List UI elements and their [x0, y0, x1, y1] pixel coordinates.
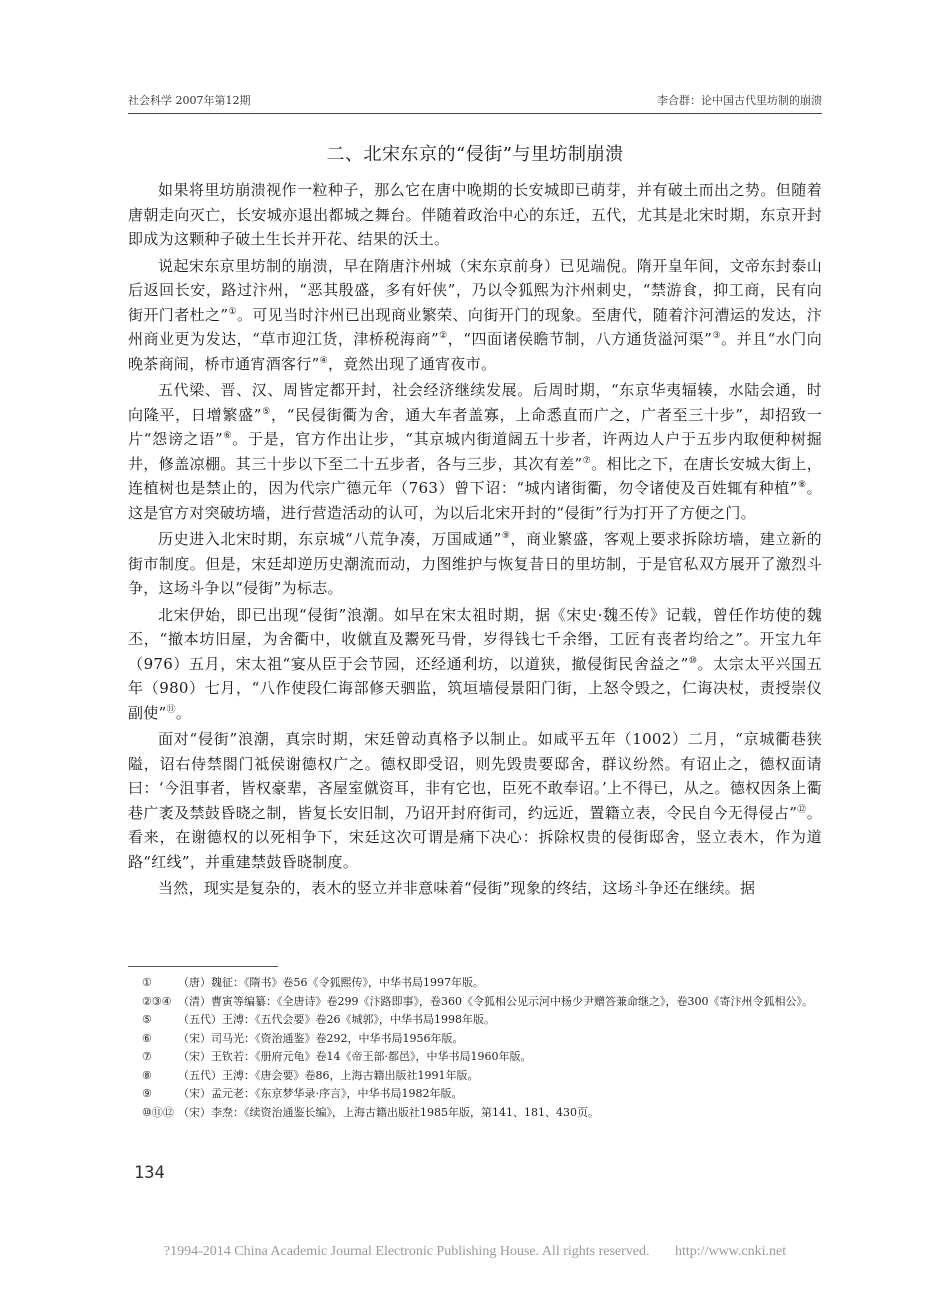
footnote-item: [128, 1048, 822, 1067]
footnote-item: [128, 1011, 822, 1030]
footnote-text: （宋）司马光：《资治通鉴》卷292，中华书局1956年版。: [178, 1031, 464, 1045]
paragraph-text: ，竟然出现了通宵夜市。: [327, 354, 497, 373]
footnotes: [128, 974, 822, 1122]
running-header: [128, 92, 822, 110]
paragraph-text: 。看来，在谢德权的以死相争下，宋廷这次可谓是痛下决心：拆除权贵的侵街邸舍，竖立表木，作为道路“红线”，并重建禁鼓昏晓制度。: [128, 803, 822, 871]
body-paragraph: [128, 378, 822, 525]
footnote-text: （五代）王溥：《五代会要》卷26《城郭》，中华书局1998年版。: [178, 1013, 495, 1026]
footnote-text: （唐）魏征：《隋书》卷56《令狐熙传》，中华书局1997年版。: [178, 976, 484, 989]
paragraph-text: ，商业繁盛，客观上要求拆除坊墙，建立新的街市制度。但是，宋廷却逆历史潮流而动，力图维护与恢复昔日的里坊制，于是官私双方展开了激烈斗争，这场斗争以“侵街”为标志。: [128, 530, 822, 597]
paragraph-text: 北宋伊始，即已出现“侵街”浪潮。如早在宋太祖时期，据《宋史·魏丕传》记载，曾任作坊使的魏丕，“撤本坊旧屋，为舍衢中，收僦直及鬻死马骨，岁得钱七千余缗，工匠有丧者均给之”。开宝九年（976）五月，宋太祖“宴从臣于会节园，还经通利坊，以道狭，撤侵街民舍益之”: [128, 605, 822, 673]
paragraph-text: 五代梁、晋、汉、周皆定都开封，社会经济继续发展。后周时期，“东京华夷辐辏，水陆会通，时向隆平，日增繁盛”: [128, 381, 822, 424]
footnote-item: [128, 1104, 822, 1123]
footnote-ref: ⑩: [688, 655, 698, 666]
footnote-mark: ⑨: [142, 1087, 152, 1100]
cnki-footer: [0, 1244, 950, 1260]
running-header-journal: 社会科学 2007年第12期: [128, 94, 251, 107]
footnote-ref: ⑪: [166, 704, 176, 715]
paragraph-text: 历史进入北宋时期，东京城“八荒争凑，万国咸通”: [158, 530, 502, 548]
footnote-ref: ①: [228, 306, 237, 317]
paragraph-text: 面对“侵街”浪潮，真宗时期，宋廷曾动真格予以制止。如咸平五年（1002）二月，“京城衢巷狭隘，诏右侍禁閤门祗侯谢德权广之。德权即受诏，则先毁贵要邸舍，群议纷然。有诏止之，德权面请曰：‘今沮事者，皆权豪辈，吝屋室僦资耳，非有它也，臣死不敢奉诏。’上不得已，从之。德权因条上衢巷广袤及禁鼓昏晓之制，皆复长安旧制，乃诏开封府街司，约远近，置籍立表，令民自今无得侵占”: [128, 730, 822, 822]
paragraph-text: 说起宋东京里坊制的崩溃，早在隋唐汴州城（宋东京前身）已见端倪。隋开皇年间，文帝东封泰山后返回长安，路过汴州，“恶其殷盛，多有奸侠”，乃以令狐熙为汴州刺史，“禁游食，抑工商，民有向街开门者杜之”: [128, 256, 822, 324]
footnote-ref: ⑥: [223, 431, 233, 441]
paragraph-text: ，“民侵街衢为舍，通大车者盖寡，上命悉直而广之，广者至三十步”，却招致一片“怨谤之语”: [128, 405, 823, 448]
paragraph-text: 。太宗太平兴国五年（980）七月，“八作使段仁诲部修天驷监，筑垣墙侵景阳门街，上怒令毁之，仁诲决杖，责授崇仪副使”: [128, 654, 822, 722]
body-paragraph: [128, 603, 822, 726]
footnote-ref: ②: [438, 331, 448, 341]
footnote-text: （五代）王溥：《唐会要》卷86，上海古籍出版社1991年版。: [178, 1068, 479, 1082]
footnote-ref: ④: [319, 355, 328, 366]
paragraph-text: 当然，现实是复杂的，表木的竖立并非意味着“侵街”现象的终结，这场斗争还在继续。据: [158, 879, 756, 897]
footnote-mark: ⑤: [142, 1013, 152, 1026]
paragraph-text: 。相比之下，在唐长安城大街上，连植树也是禁止的，因为代宗广德元年（763）曾下诏：“城内诸街衢，勿令诸使及百姓辄有种植”: [128, 454, 822, 497]
body-text: [128, 178, 822, 901]
footer-copyright: ?1994-2014 China Academic Journal Electronic Publishing House. All rights reserved.: [163, 1244, 650, 1259]
paragraph-text: 。可见当时汴州已出现商业繁荣、向街开门的现象。至唐代，随着汴河漕运的发达，汴州商业更为发达，“草市迎江货，津桥税海商”: [128, 305, 823, 348]
footnote-text: （宋）王钦若：《册府元龟》卷14《帝王部·都邑》，中华书局1960年版。: [178, 1050, 532, 1063]
footnote-text: （宋）孟元老：《东京梦华录·序言》，中华书局1982年版。: [178, 1087, 463, 1100]
footnote-ref: ⑧: [797, 480, 807, 490]
footnote-ref: ⑨: [501, 531, 511, 541]
body-paragraph: [128, 876, 822, 901]
body-paragraph: [128, 178, 822, 252]
paragraph-text: 如果将里坊崩溃视作一粒种子，那么它在唐中晚期的长安城即已萌芽，并有破土而出之势。但随着唐朝走向灭亡，长安城亦退出都城之舞台。伴随着政治中心的东迁，五代，尤其是北宋时期，东京开封即成为这颗种子破土生长并开花、结果的沃土。: [128, 181, 822, 248]
section-title: 二、北宋东京的“侵街”与里坊制崩溃: [326, 144, 624, 165]
header-rule: [128, 113, 822, 114]
footnote-item: [128, 1085, 822, 1104]
footnote-text: （清）曹寅等编纂：《全唐诗》卷299《汴路即事》，卷360《令狐相公见示河中杨少尹赠答兼命继之》，卷300《寄汴州令狐相公》。: [178, 994, 813, 1008]
footnote-ref: ⑤: [261, 406, 271, 417]
footnote-ref: ③: [712, 331, 721, 341]
footnote-item: [128, 993, 822, 1012]
footnote-ref: ⑫: [797, 804, 807, 815]
paragraph-text: ，“四面诸侯瞻节制，八方通货溢河渠”: [447, 330, 713, 348]
page-number: 134: [134, 1163, 165, 1183]
paragraph-text: 。于是，官方作出让步，“其京城内街道阔五十步者，许两边人户于五步内取便种树掘井，修盖凉棚。其三十步以下至二十五步者，各与三步，其次有差”: [128, 430, 823, 473]
footnote-rule: [128, 966, 278, 967]
paragraph-text: 。: [175, 703, 192, 722]
footnote-mark: ⑩⑪⑫: [142, 1105, 174, 1119]
footnote-mark: ⑦: [142, 1050, 152, 1063]
body-paragraph: [128, 727, 822, 874]
footnote-item: [128, 1030, 822, 1049]
body-paragraph: [128, 527, 822, 601]
footnote-item: [128, 974, 822, 993]
footnote-item: [128, 1067, 822, 1086]
footnote-mark: ⑧: [142, 1068, 152, 1082]
footnote-mark: ②③④: [142, 994, 172, 1008]
footer-url: http://www.cnki.net: [675, 1244, 787, 1259]
paragraph-text: 。这是官方对突破坊墙，进行营造活动的认可，为以后北宋开封的“侵街”行为打开了方便之门。: [128, 479, 822, 522]
footnote-text: （宋）李焘：《续资治通鉴长编》，上海古籍出版社1985年版，第141、181、430页。: [178, 1105, 599, 1119]
running-header-article: 李合群：论中国古代里坊制的崩溃: [657, 94, 822, 107]
body-paragraph: [128, 254, 822, 377]
footnote-ref: ⑦: [582, 455, 592, 466]
footnote-mark: ⑥: [142, 1031, 152, 1045]
footnote-mark: ①: [142, 976, 152, 989]
paragraph-text: 。并且“水门向晚茶商闹，桥市通宵酒客行”: [128, 330, 823, 373]
